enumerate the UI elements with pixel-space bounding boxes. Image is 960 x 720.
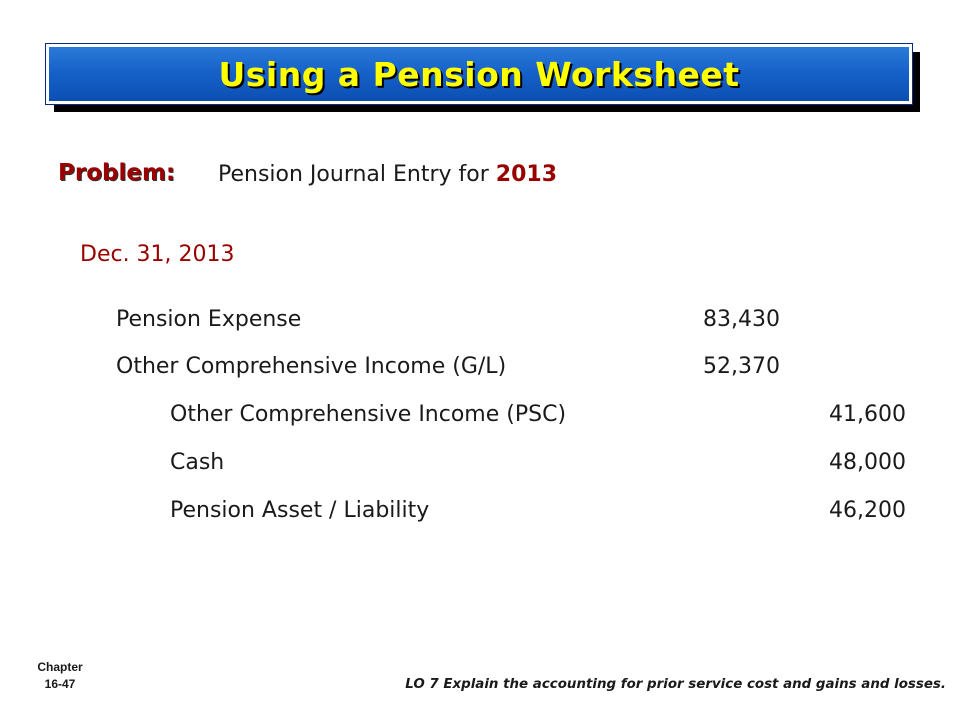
journal-line-account: Pension Asset / Liability bbox=[170, 498, 430, 523]
journal-line-account: Other Comprehensive Income (G/L) bbox=[116, 354, 507, 379]
journal-line-account: Pension Expense bbox=[116, 307, 302, 332]
journal-line-debit: 83,430 bbox=[703, 307, 780, 332]
problem-heading bbox=[58, 160, 558, 187]
journal-line-account: Cash bbox=[170, 450, 225, 475]
journal-line-account: Other Comprehensive Income (PSC) bbox=[170, 402, 567, 427]
problem-text: Pension Journal Entry for bbox=[218, 162, 496, 187]
journal-line-credit: 41,600 bbox=[829, 402, 906, 427]
problem-description bbox=[218, 162, 557, 187]
chapter-number bbox=[20, 659, 100, 693]
journal-line-credit: 46,200 bbox=[829, 498, 906, 523]
journal-line-debit: 52,370 bbox=[703, 354, 780, 379]
problem-year: 2013 bbox=[495, 162, 558, 187]
title-banner bbox=[46, 44, 912, 104]
journal-line-credit: 48,000 bbox=[829, 450, 906, 475]
entry-date: Dec. 31, 2013 bbox=[80, 242, 235, 267]
page-title: Using a Pension Worksheet bbox=[218, 54, 740, 94]
problem-label: Problem: bbox=[58, 160, 176, 186]
learning-objective: LO 7 Explain the accounting for prior service cost and gains and losses. bbox=[405, 677, 946, 692]
chapter-label: Chapter bbox=[37, 660, 83, 674]
slide-number: 16-47 bbox=[44, 677, 76, 691]
